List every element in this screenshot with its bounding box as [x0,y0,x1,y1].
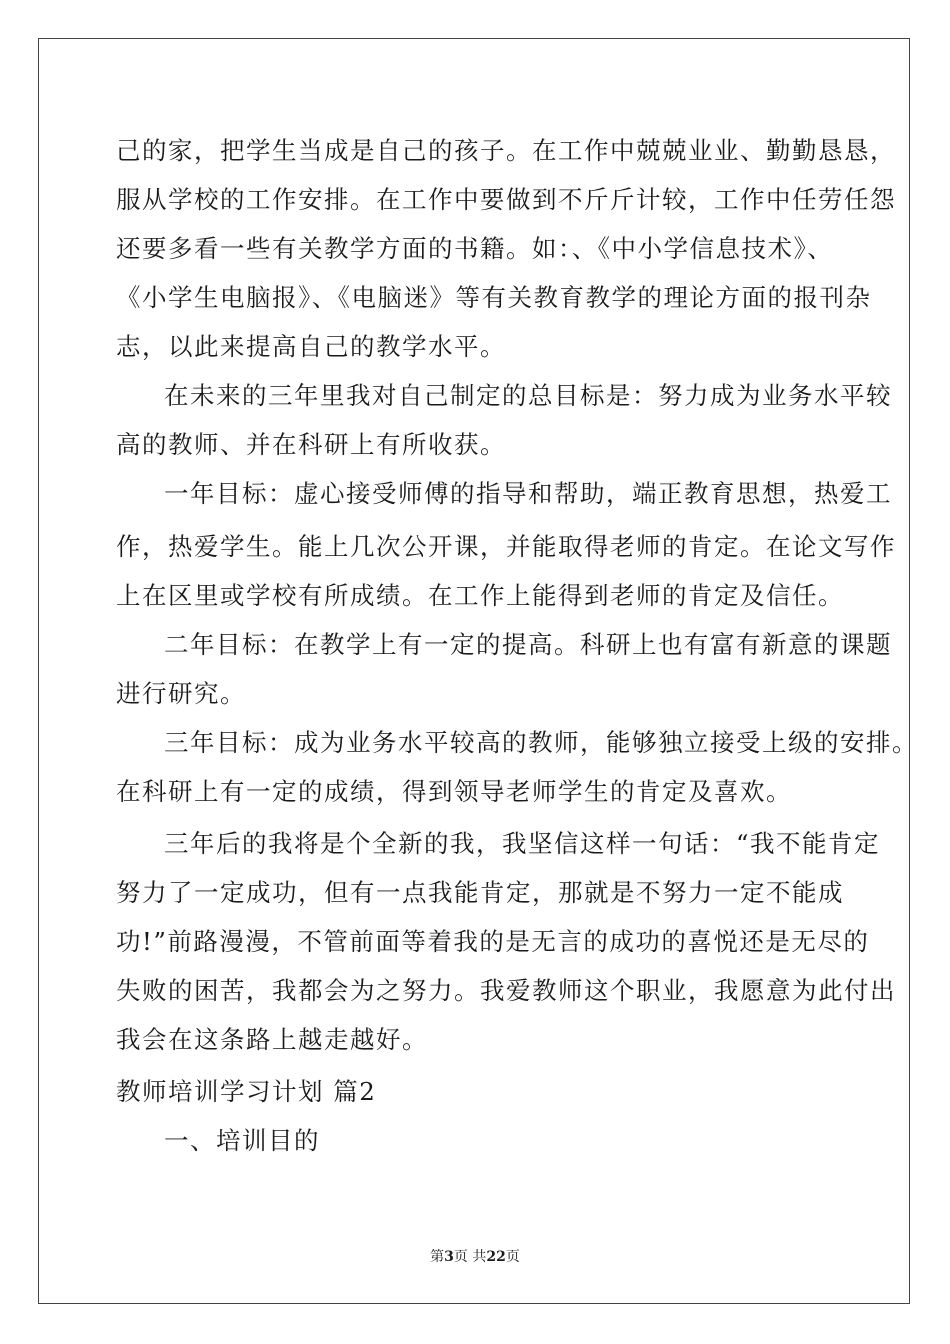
footer-page-number: 3 [444,1249,454,1265]
page-frame [38,38,910,1304]
body-text-line: 己的家，把学生当成是自己的孩子。在工作中兢兢业业、勤勤恳恳， [116,136,896,165]
body-text-line: 我会在这条路上越走越好。 [116,1025,428,1054]
body-text-line: 服从学校的工作安排。在工作中要做到不斤斤计较，工作中任劳任怨 [116,185,896,214]
subsection-heading: 一、培训目的 [164,1126,320,1155]
paragraph-first-line: 二年目标：在教学上有一定的提高。科研上也有富有新意的课题 [164,630,892,659]
paragraph-first-line: 三年后的我将是个全新的我，我坚信这样一句话：“我不能肯定 [164,829,881,858]
body-text-line: 进行研究。 [116,679,246,708]
footer-prefix: 第 [430,1249,445,1265]
paragraph-first-line: 三年目标：成为业务水平较高的教师，能够独立接受上级的安排。 [164,728,918,757]
body-text-line: 努力了一定成功，但有一点我能肯定，那就是不努力一定不能成 [116,878,844,907]
page-footer [0,1248,950,1266]
body-text-line: 在科研上有一定的成绩，得到领导老师学生的肯定及喜欢。 [116,777,792,806]
paragraph-first-line: 一年目标：虚心接受师傅的指导和帮助，端正教育思想，热爱工 [164,479,892,508]
footer-mid: 页 共 [453,1249,487,1265]
body-text-line: 志，以此来提高自己的教学水平。 [116,332,506,361]
body-text-line: 还要多看一些有关教学方面的书籍。如：、《中小学信息技术》、 [116,234,834,263]
footer-suffix: 页 [505,1249,520,1265]
body-text-line: 《小学生电脑报》、《电脑迷》等有关教育教学的理论方面的报刊杂 [116,283,872,312]
footer-total-pages: 22 [486,1249,506,1265]
paragraph-first-line: 在未来的三年里我对自己制定的总目标是：努力成为业务水平较 [164,381,892,410]
body-text-line: 作，热爱学生。能上几次公开课，并能取得老师的肯定。在论文写作 [116,532,896,561]
body-text-line: 高的教师、并在科研上有所收获。 [116,430,506,459]
body-text-line: 功!”前路漫漫，不管前面等着我的是无言的成功的喜悦还是无尽的 [116,927,870,956]
section-heading: 教师培训学习计划 篇2 [116,1077,377,1106]
body-text-line: 上在区里或学校有所成绩。在工作上能得到老师的肯定及信任。 [116,581,844,610]
body-text-line: 失败的困苦，我都会为之努力。我爱教师这个职业，我愿意为此付出 [116,976,896,1005]
